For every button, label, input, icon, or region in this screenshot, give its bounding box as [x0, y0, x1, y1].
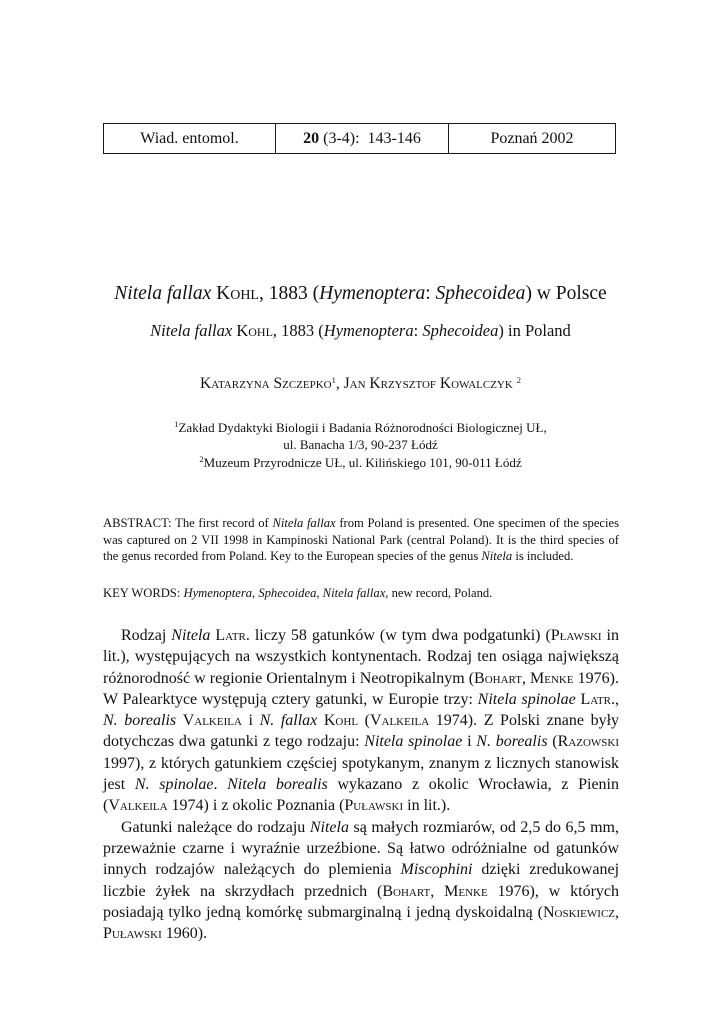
affiliation-1-mark: 1	[174, 419, 179, 429]
citation-author: Latr	[580, 690, 612, 708]
citation-author: Noskiewicz	[542, 903, 615, 921]
subtitle-superfamily: Sphecoidea	[422, 321, 499, 340]
text-run: Rodzaj	[121, 627, 172, 644]
author-2: Jan Krzysztof Kowalczyk	[343, 375, 513, 392]
article-subtitle	[0, 321, 721, 341]
citation-author: Latr	[215, 627, 246, 644]
citation-author: Razowski	[557, 733, 620, 751]
citation-author: Kohl	[323, 712, 359, 730]
affiliation-2	[0, 451, 721, 471]
body-text	[103, 625, 619, 944]
abstract	[103, 515, 619, 565]
author-1-mark: 1	[331, 375, 336, 385]
text-run: 1974) i z okolic Poznania (	[167, 797, 345, 815]
author-separator: ,	[335, 375, 344, 392]
text-run: i	[462, 733, 477, 751]
title-species: Nitela fallax	[114, 283, 212, 304]
keyword-1: Hymenoptera	[183, 586, 253, 600]
subtitle-author: Kohl	[236, 321, 273, 340]
abstract-text-2: from Poland is presented. One specimen of the species was captured on 2 VII 1998 in Kampinoski National Park (central Poland). It is the third species of the genus recorded from Poland. Key to the European species of the genus	[103, 516, 619, 563]
citation-author: Bohart	[382, 882, 431, 900]
volume-number: 20	[303, 129, 320, 147]
keyword-2: Sphecoidea	[258, 586, 317, 600]
journal-header-box	[103, 123, 616, 154]
citation-author: Valkeila	[108, 797, 168, 815]
affiliation-1	[0, 416, 721, 453]
citation-author: Pławski	[550, 627, 602, 644]
text-run: ,	[430, 882, 445, 900]
text-run: 1974). Z Polski znane były dotychczas dwa gatunki z tego rodzaju:	[103, 712, 620, 751]
affiliation-2-line1: Muzeum Przyrodnicze UŁ, ul. Kilińskiego 101, 90-011 Łódź	[203, 455, 522, 470]
keywords	[103, 585, 619, 602]
abstract-text-3: is included.	[512, 549, 574, 563]
text-run: 1976), w których posiadają tylko jedną komórkę submarginalną i jedną dyskoidalną (	[103, 882, 619, 921]
italic-run: N. spinolae	[134, 776, 214, 794]
text-run: ,	[521, 669, 531, 687]
author-list	[0, 375, 721, 393]
subtitle-species: Nitela fallax	[150, 321, 233, 340]
paragraph-2	[103, 817, 619, 945]
italic-run: Nitela spinolae	[477, 690, 576, 708]
subtitle-order: Hymenoptera	[323, 321, 414, 340]
keywords-rest: , new record, Poland.	[385, 586, 493, 600]
title-year: , 1883 (	[258, 283, 320, 304]
abstract-genus: Nitela	[481, 549, 513, 563]
text-run	[176, 712, 183, 729]
article-title	[0, 283, 721, 305]
text-run: dzięki zredukowanej liczbie żyłek na skrzydłach przednich (	[103, 861, 620, 900]
citation-author: Puławski	[103, 925, 162, 943]
title-tail: ) w Polsce	[525, 283, 607, 304]
place-year-text: Poznań 2002	[490, 129, 574, 147]
italic-run: Miscophini	[400, 861, 473, 879]
volume-info	[276, 124, 449, 153]
text-run: 1997), z których gatunkiem częściej spotykanym, znanym z licznych stanowisk jest	[103, 754, 619, 794]
keyword-separator-1: ,	[252, 586, 259, 600]
italic-run: N. borealis	[476, 733, 548, 751]
italic-run: Nitela spinolae	[364, 733, 463, 751]
italic-run: Nitela	[171, 627, 211, 644]
title-author: Kohl	[216, 283, 259, 304]
italic-run: Nitela borealis	[227, 776, 328, 794]
text-run: ,	[615, 903, 619, 921]
text-run: są małych rozmiarów, od 2,5 do 6,5 mm, przeważnie czarne i wyraźnie urzeźbione. Są łatwo odróżnialne od gatunków innych rodzajów należących do plemienia	[103, 818, 620, 879]
place-year	[449, 124, 615, 153]
affiliation-2-mark: 2	[199, 454, 204, 464]
italic-run: N. fallax	[259, 712, 318, 730]
journal-name-text: Wiad. entomol.	[140, 129, 239, 147]
citation-author: Menke	[530, 669, 574, 687]
text-run	[317, 712, 324, 729]
italic-run: Nitela	[309, 818, 349, 836]
title-order: Hymenoptera	[319, 283, 426, 304]
keyword-3: Nitela fallax	[322, 586, 386, 600]
text-run: . liczy 58 gatunków (w tym dwa podgatunki) (	[245, 627, 551, 644]
title-superfamily: Sphecoidea	[435, 283, 526, 304]
paragraph-1	[103, 625, 619, 817]
italic-run: N. borealis	[103, 712, 177, 730]
abstract-species: Nitela fallax	[272, 516, 336, 530]
citation-author: Valkeila	[369, 712, 430, 730]
journal-name	[104, 124, 276, 153]
subtitle-colon: :	[413, 321, 423, 340]
keywords-label: KEY WORDS:	[103, 586, 184, 600]
subtitle-year: , 1883 (	[272, 321, 324, 340]
title-colon: :	[425, 283, 436, 304]
text-run: Gatunki należące do rodzaju	[121, 818, 310, 836]
author-2-mark: 2	[516, 375, 521, 385]
text-run: in lit.).	[403, 797, 451, 815]
author-1: Katarzyna Szczepko	[200, 375, 332, 392]
abstract-text-1: ABSTRACT: The first record of	[103, 516, 273, 530]
text-run: (	[358, 712, 370, 730]
citation-author: Puławski	[344, 797, 404, 815]
citation-author: Menke	[444, 882, 488, 900]
text-run: i	[241, 712, 260, 730]
affiliation-1-line1: Zakład Dydaktyki Biologii i Badania Różnorodności Biologicznej UŁ,	[178, 420, 547, 435]
text-run: 1976). W Palearktyce występują cztery gatunki, w Europie trzy:	[103, 669, 619, 708]
text-run: wykazano z okolic Wrocławia, z Pienin (	[103, 776, 619, 815]
keyword-separator-2: ,	[316, 586, 323, 600]
text-run: (	[547, 733, 558, 751]
text-run: in lit.), występujących na wszystkich kontynentach. Rodzaj ten osiąga największą różnorodność w regionie Orientalnym i Neotropikalnym (	[103, 627, 619, 687]
text-run: 1960).	[161, 925, 208, 943]
issue-pages: (3-4): 143-146	[319, 129, 421, 147]
text-run: .,	[611, 690, 620, 708]
text-run: .	[213, 776, 228, 794]
citation-author: Bohart	[474, 669, 522, 687]
citation-author: Valkeila	[182, 712, 242, 730]
subtitle-tail: ) in Poland	[498, 321, 571, 340]
affiliation-1-line2: ul. Banacha 1/3, 90-237 Łódź	[283, 437, 438, 452]
